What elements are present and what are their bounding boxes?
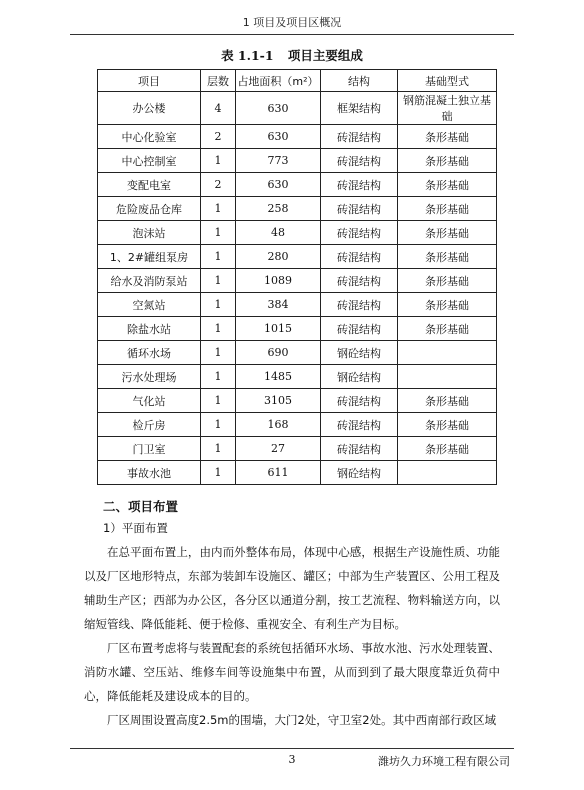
cell-project: 事故水池	[98, 461, 201, 485]
table-caption-number: 表 1.1-1	[221, 48, 274, 63]
cell-structure: 砖混结构	[321, 389, 398, 413]
table-row	[98, 221, 497, 245]
running-header	[70, 14, 514, 35]
cell-area: 611	[236, 461, 321, 485]
cell-foundation	[398, 341, 497, 365]
cell-area: 690	[236, 341, 321, 365]
table-header-row	[98, 70, 497, 92]
cell-project: 检斤房	[98, 413, 201, 437]
cell-floors: 1	[201, 245, 236, 269]
table-row	[98, 92, 497, 125]
cell-foundation: 条形基础	[398, 125, 497, 149]
cell-area: 630	[236, 125, 321, 149]
header-title: 1 项目及项目区概况	[242, 16, 342, 29]
cell-project: 门卫室	[98, 437, 201, 461]
cell-foundation: 条形基础	[398, 149, 497, 173]
cell-area: 630	[236, 173, 321, 197]
cell-area: 3105	[236, 389, 321, 413]
cell-area: 258	[236, 197, 321, 221]
cell-floors: 2	[201, 173, 236, 197]
cell-foundation: 条形基础	[398, 269, 497, 293]
cell-project: 1、2#罐组泵房	[98, 245, 201, 269]
table-row	[98, 461, 497, 485]
cell-project: 中心化验室	[98, 125, 201, 149]
page-number: 3	[288, 753, 296, 766]
cell-structure: 框架结构	[321, 92, 398, 125]
cell-floors: 1	[201, 197, 236, 221]
cell-structure: 钢砼结构	[321, 365, 398, 389]
cell-foundation: 钢筋混凝土独立基础	[398, 92, 497, 125]
cell-floors: 1	[201, 461, 236, 485]
cell-foundation: 条形基础	[398, 437, 497, 461]
cell-foundation: 条形基础	[398, 197, 497, 221]
cell-project: 污水处理场	[98, 365, 201, 389]
cell-foundation: 条形基础	[398, 413, 497, 437]
cell-area: 27	[236, 437, 321, 461]
paragraph: 厂区布置考虑将与装置配套的系统包括循环水场、事故水池、污水处理装置、消防水罐、空压站、维修车间等设施集中布置，从而到到了最大限度靠近负荷中心，降低能耗及建设成本的目的。	[84, 641, 500, 703]
footer-company: 潍坊久力环境工程有限公司	[378, 755, 510, 768]
cell-foundation: 条形基础	[398, 245, 497, 269]
table-row	[98, 149, 497, 173]
body-text	[84, 540, 500, 732]
cell-project: 泡沫站	[98, 221, 201, 245]
footer-divider	[70, 748, 514, 749]
cell-area: 1089	[236, 269, 321, 293]
cell-area: 168	[236, 413, 321, 437]
table-row	[98, 269, 497, 293]
project-composition-table	[97, 69, 497, 485]
table-row	[98, 197, 497, 221]
table-caption-title: 项目主要组成	[287, 48, 363, 63]
cell-floors: 1	[201, 365, 236, 389]
cell-floors: 1	[201, 269, 236, 293]
cell-project: 除盐水站	[98, 317, 201, 341]
cell-foundation: 条形基础	[398, 389, 497, 413]
cell-structure: 砖混结构	[321, 221, 398, 245]
cell-project: 气化站	[98, 389, 201, 413]
cell-floors: 2	[201, 125, 236, 149]
paragraph: 在总平面布置上，由内而外整体布局，体现中心感，根据生产设施性质、功能以及厂区地形特点，东部为装卸车设施区、罐区；中部为生产装置区、公用工程及辅助生产区；西部为办公区，各分区以通道分割，按工艺流程、物料输送方向，以缩短管线、降低能耗、便于检修、重视安全、有利生产为目标。	[84, 545, 500, 631]
cell-project: 危险废品仓库	[98, 197, 201, 221]
table-row	[98, 293, 497, 317]
cell-floors: 1	[201, 221, 236, 245]
cell-foundation: 条形基础	[398, 173, 497, 197]
cell-structure: 砖混结构	[321, 437, 398, 461]
table-row	[98, 317, 497, 341]
cell-floors: 1	[201, 317, 236, 341]
column-header-structure: 结构	[321, 70, 398, 92]
cell-floors: 1	[201, 413, 236, 437]
column-header-floors: 层数	[201, 70, 236, 92]
table-row	[98, 341, 497, 365]
cell-floors: 1	[201, 149, 236, 173]
cell-area: 48	[236, 221, 321, 245]
cell-structure: 砖混结构	[321, 173, 398, 197]
cell-area: 384	[236, 293, 321, 317]
cell-project: 空氮站	[98, 293, 201, 317]
cell-structure: 砖混结构	[321, 197, 398, 221]
table-row	[98, 437, 497, 461]
cell-area: 773	[236, 149, 321, 173]
cell-floors: 1	[201, 341, 236, 365]
cell-structure: 钢砼结构	[321, 341, 398, 365]
cell-structure: 钢砼结构	[321, 461, 398, 485]
table-row	[98, 245, 497, 269]
cell-structure: 砖混结构	[321, 149, 398, 173]
section-heading: 二、项目布置	[103, 499, 179, 514]
table-row	[98, 413, 497, 437]
cell-project: 办公楼	[98, 92, 201, 125]
table-caption	[0, 46, 584, 64]
cell-foundation	[398, 461, 497, 485]
cell-project: 变配电室	[98, 173, 201, 197]
table-row	[98, 365, 497, 389]
cell-structure: 砖混结构	[321, 125, 398, 149]
cell-project: 中心控制室	[98, 149, 201, 173]
cell-foundation	[398, 365, 497, 389]
cell-area: 280	[236, 245, 321, 269]
cell-structure: 砖混结构	[321, 245, 398, 269]
column-header-foundation: 基础型式	[398, 70, 497, 92]
subsection-heading: 1）平面布置	[103, 521, 168, 535]
cell-structure: 砖混结构	[321, 317, 398, 341]
cell-area: 1485	[236, 365, 321, 389]
cell-foundation: 条形基础	[398, 317, 497, 341]
cell-area: 630	[236, 92, 321, 125]
cell-foundation: 条形基础	[398, 293, 497, 317]
table-row	[98, 389, 497, 413]
paragraph: 厂区周围设置高度2.5m的围墙，大门2处，守卫室2处。其中西南部行政区域	[107, 713, 497, 727]
cell-floors: 4	[201, 92, 236, 125]
table-row	[98, 125, 497, 149]
cell-structure: 砖混结构	[321, 413, 398, 437]
cell-floors: 1	[201, 437, 236, 461]
column-header-area: 占地面积（m²）	[236, 70, 321, 92]
column-header-project: 项目	[98, 70, 201, 92]
cell-project: 给水及消防泵站	[98, 269, 201, 293]
cell-area: 1015	[236, 317, 321, 341]
cell-floors: 1	[201, 389, 236, 413]
cell-project: 循环水场	[98, 341, 201, 365]
cell-structure: 砖混结构	[321, 293, 398, 317]
cell-structure: 砖混结构	[321, 269, 398, 293]
cell-foundation: 条形基础	[398, 221, 497, 245]
table-row	[98, 173, 497, 197]
cell-floors: 1	[201, 293, 236, 317]
